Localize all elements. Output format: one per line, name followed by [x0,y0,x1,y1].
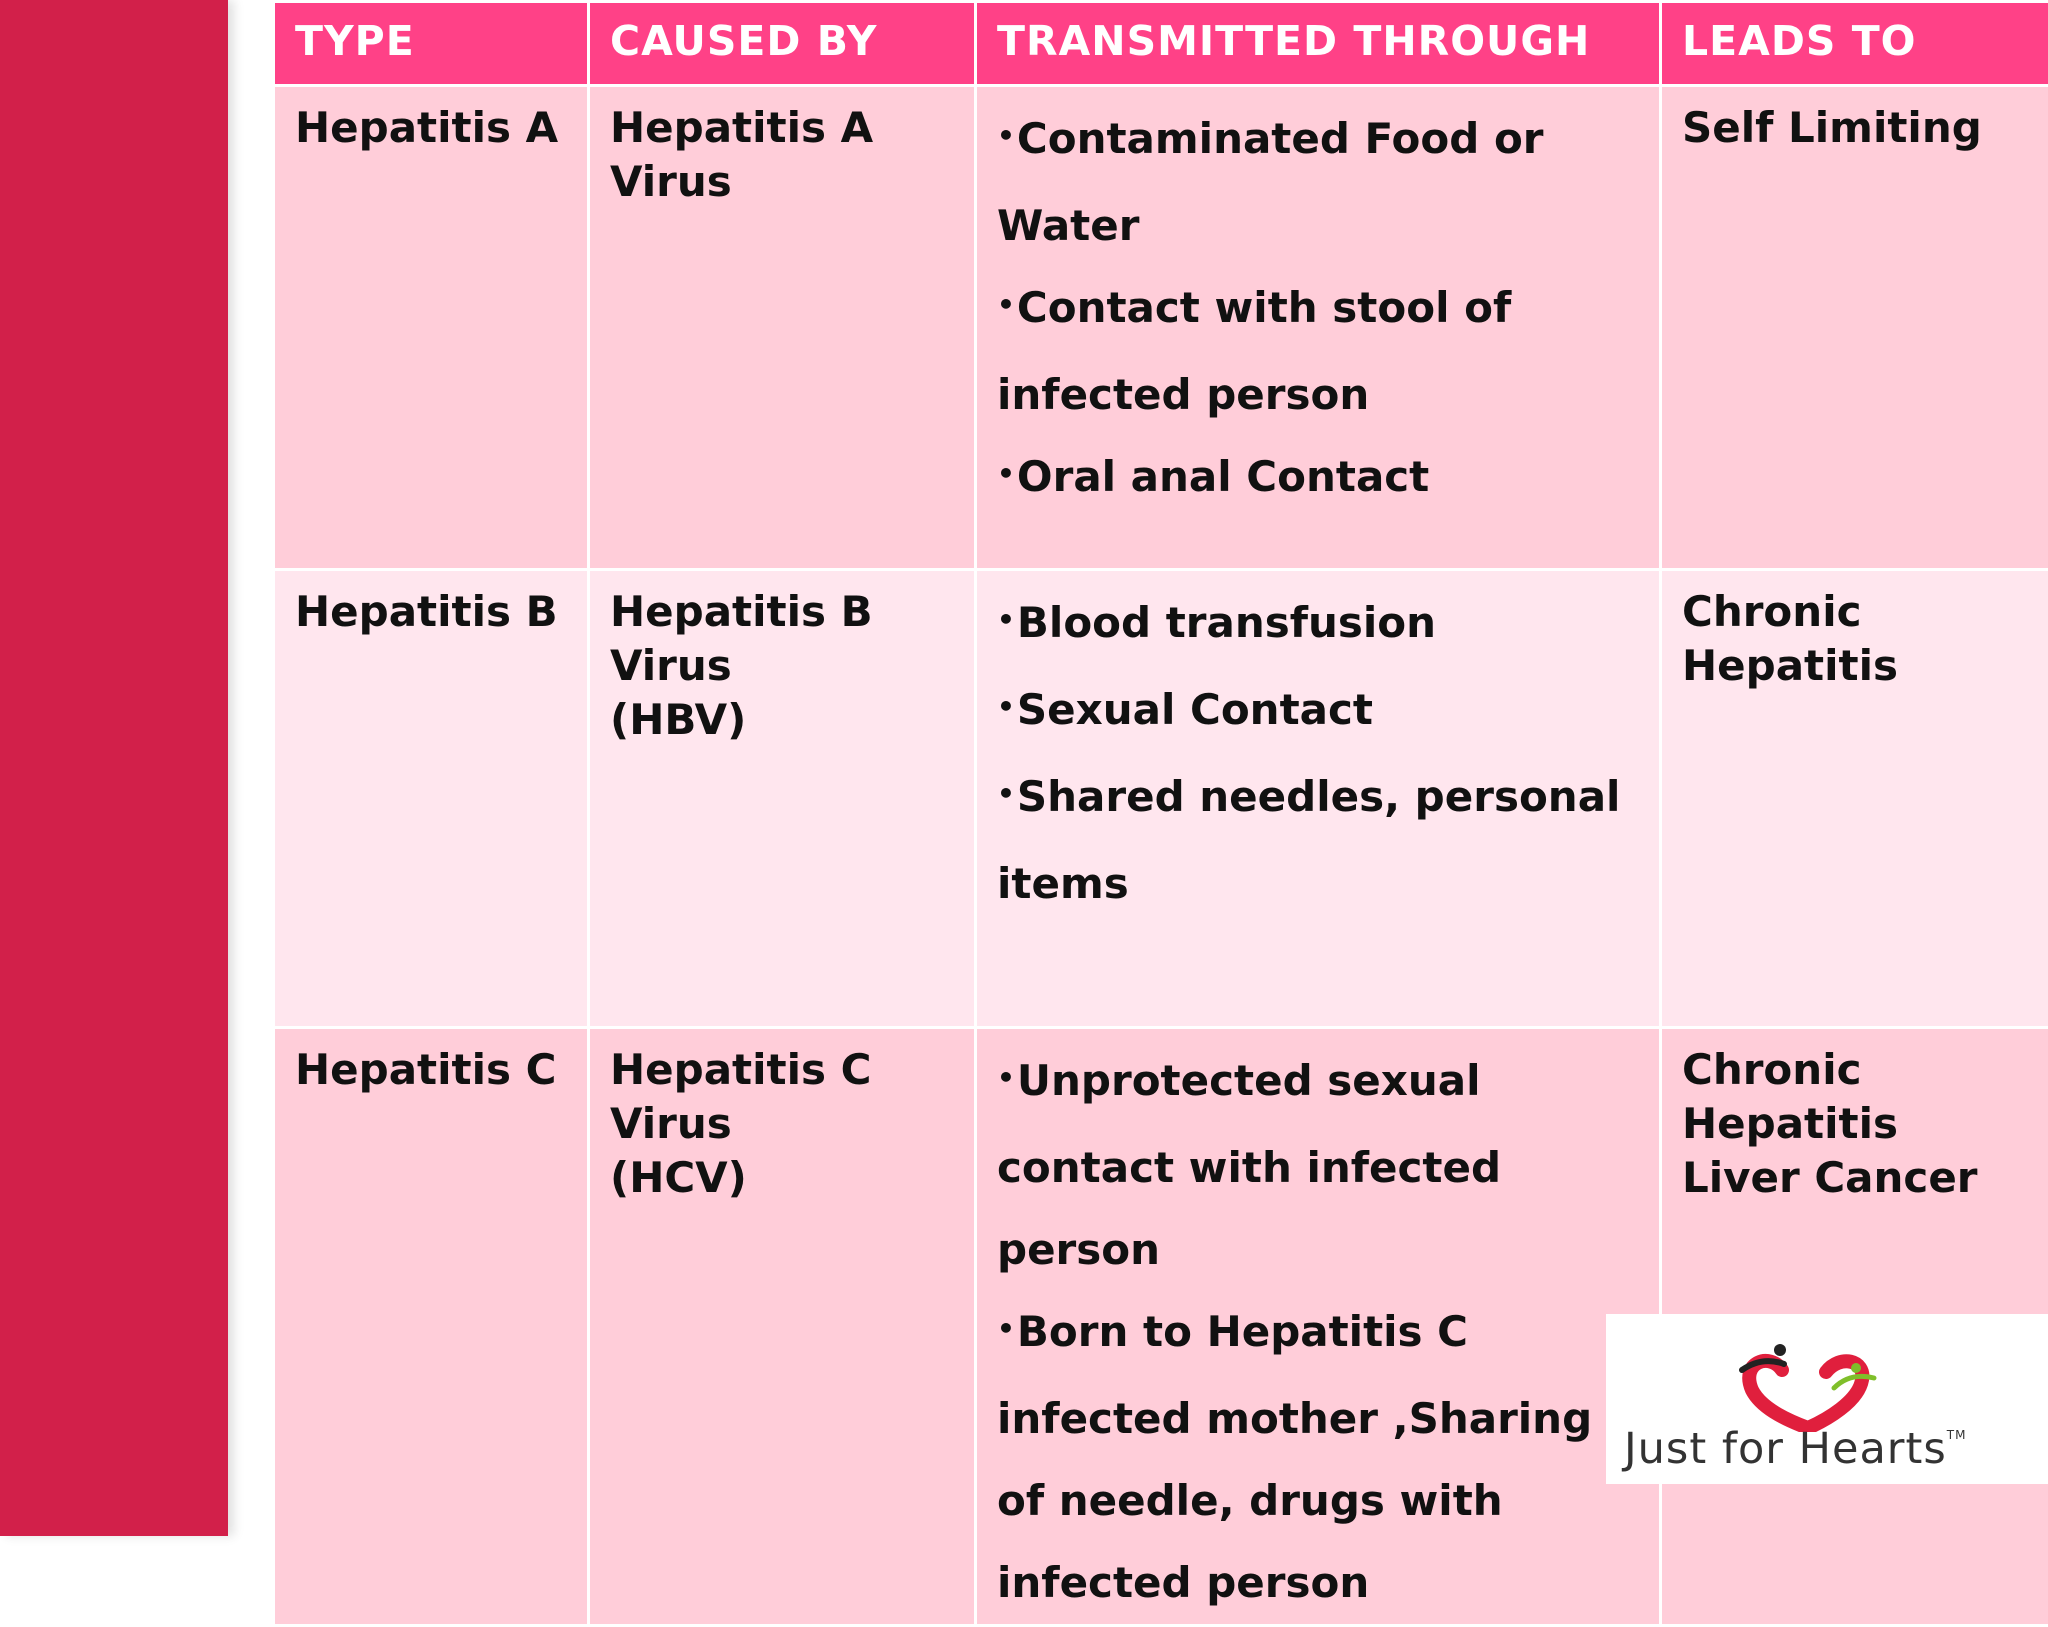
type-cell: Hepatitis A [274,86,589,570]
side-accent-bar [0,0,228,1536]
heart-figures-icon [1722,1342,1932,1432]
logo-wordmark: Just for Hearts™ [1624,1424,1966,1474]
caused-by-cell: Hepatitis A Virus [589,86,976,570]
transmission-item: • Born to Hepatitis C infected mother ,Sharing of needle, drugs with infected person [997,1291,1639,1624]
header-caused-by: CAUSED BY [589,2,976,86]
leads-to-cell: Chronic Hepatitis Liver Cancer [1661,1028,2048,1626]
header-leads-to: LEADS TO [1661,2,2048,86]
table-row [274,570,2048,1028]
transmission-item: • Blood transfusion [997,582,1639,669]
header-transmitted-through: TRANSMITTED THROUGH [976,2,1661,86]
transmitted-cell [976,570,1661,1028]
caused-by-cell: Hepatitis C Virus (HCV) [589,1028,976,1626]
caused-by-cell: Hepatitis B Virus (HBV) [589,570,976,1028]
just-for-hearts-logo [1606,1314,2048,1484]
transmission-item: • Contact with stool of infected person [997,267,1639,436]
type-cell: Hepatitis B [274,570,589,1028]
type-cell: Hepatitis C [274,1028,589,1626]
transmitted-cell [976,86,1661,570]
leads-to-cell: Chronic Hepatitis [1661,570,2048,1028]
transmission-item: • Oral anal Contact [997,436,1639,523]
table-header-row [274,2,2048,86]
leads-to-cell: Self Limiting [1661,86,2048,570]
table-row [274,86,2048,570]
header-type: TYPE [274,2,589,86]
transmission-item: • Sexual Contact [997,669,1639,756]
transmission-item: • Contaminated Food or Water [997,98,1639,267]
transmission-item: • Unprotected sexual contact with infected person [997,1040,1639,1291]
transmission-item: • Shared needles, personal items [997,756,1639,925]
